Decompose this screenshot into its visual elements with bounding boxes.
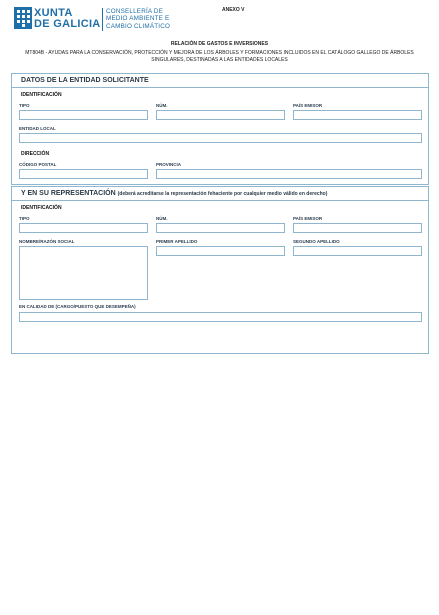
primer-apellido-input[interactable] (156, 246, 285, 256)
representative-section-title (21, 190, 327, 197)
nombre-input[interactable] (19, 246, 148, 300)
rep-num-label: NÚM. (156, 216, 168, 221)
conselleria-line3: CAMBIO CLIMÁTICO (106, 22, 171, 30)
segundo-apellido-input[interactable] (293, 246, 422, 256)
num-input[interactable] (156, 110, 285, 120)
direccion-heading: DIRECCIÓN (21, 151, 50, 157)
pais-input[interactable] (293, 110, 422, 120)
rep-tipo-input[interactable] (19, 223, 148, 233)
rep-tipo-label: TIPO (19, 216, 30, 221)
xunta-emblem-icon (14, 7, 32, 29)
provincia-label: PROVINCIA (156, 162, 182, 167)
document-subtitle: MT804B - AYUDAS PARA LA CONSERVACIÓN, PROTECCIÓN Y MEJORA DE LOS ÁRBOLES Y FORMACIONES INCLUIDOS EN EL CATÁLOGO GALLEGO DE ÁRBOLES SINGULARES, DESTINADAS A LAS ENTIDADES LOCALES (25, 50, 414, 63)
nombre-label: NOMBRE/RAZÓN SOCIAL (19, 239, 75, 244)
rep-pais-input[interactable] (293, 223, 422, 233)
codigo-input[interactable] (19, 169, 148, 179)
rep-pais-label: PAÍS EMISOR (293, 216, 323, 221)
applicant-section (11, 73, 429, 185)
tipo-input[interactable] (19, 110, 148, 120)
provincia-input[interactable] (156, 169, 422, 179)
annex-label: ANEXO V (222, 7, 245, 13)
logo-text (34, 8, 101, 29)
conselleria-line2: MEDIO AMBIENTE E (106, 15, 170, 23)
calidad-label: EN CALIDAD DE (CARGO/PUESTO QUE DESEMPEÑA) (19, 304, 136, 309)
logo-divider (102, 8, 103, 31)
num-label: NÚM. (156, 103, 168, 108)
codigo-label: CÓDIGO POSTAL (19, 162, 57, 167)
identification-heading: IDENTIFICACIÓN (21, 92, 62, 98)
logo-line1: XUNTA (34, 7, 73, 19)
representative-title-text: Y EN SU REPRESENTACIÓN (21, 190, 116, 197)
section-divider (12, 87, 428, 88)
entidad-label: ENTIDAD LOCAL (19, 126, 56, 131)
document-title: RELACIÓN DE GASTOS E INVERSIONES (170, 41, 269, 47)
tipo-label: TIPO (19, 103, 30, 108)
conselleria-name (106, 8, 170, 30)
primer-apellido-label: PRIMER APELLIDO (156, 239, 198, 244)
segundo-apellido-label: SEGUNDO APELLIDO (293, 239, 340, 244)
conselleria-line1: CONSELLERÍA DE (106, 8, 164, 15)
identification-heading: IDENTIFICACIÓN (21, 205, 62, 211)
section-divider (12, 200, 428, 201)
representative-note: (deberá acreditarse la representación fehaciente por cualquier medio válido en derecho) (117, 191, 328, 197)
representative-section (11, 186, 429, 354)
pais-label: PAÍS EMISOR (293, 103, 323, 108)
applicant-section-title: DATOS DE LA ENTIDAD SOLICITANTE (21, 77, 149, 84)
xunta-logo (14, 7, 174, 33)
rep-num-input[interactable] (156, 223, 285, 233)
logo-line2: DE GALICIA (34, 17, 101, 30)
entidad-input[interactable] (19, 133, 422, 143)
calidad-input[interactable] (19, 312, 422, 322)
